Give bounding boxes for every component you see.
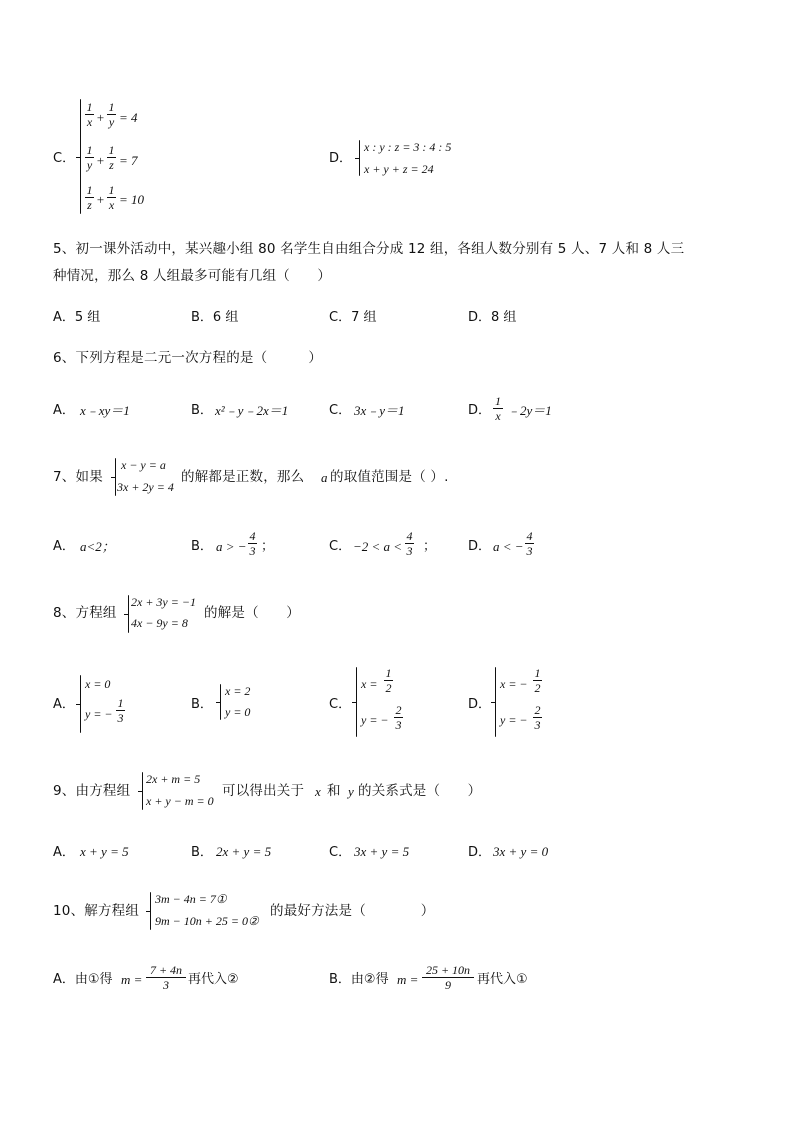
brace [220,684,221,720]
fraction: 4 3 [526,529,533,558]
option-label: C． [329,845,352,860]
option-label: D． [468,697,492,712]
question-text: 10、解方程组 [53,903,140,919]
option-label: D． [468,845,492,860]
option-a: A．5 组 [53,310,101,325]
option-b-tail: ； [261,539,275,554]
option-d-math: a < − [493,539,524,554]
option-label: D． [468,403,492,418]
system-line: x : y : z = 3 : 4 : 5 [364,140,452,154]
option-a-suffix: 再代入② [188,972,239,987]
question-text: 种情况，那么 8 人组最多可能有几组（ ） [53,268,332,284]
question-text: 9、由方程组 [53,783,131,799]
option-b-suffix: 再代入① [477,972,528,987]
fraction: 4 3 [406,529,413,558]
fraction: 1 x [86,100,93,129]
brace [356,667,357,737]
brace [495,667,496,737]
brace [115,458,116,496]
option-label: A． [53,539,75,554]
variable: a [321,470,328,485]
fraction: 1 x [108,183,115,212]
system-line: 9m − 10n + 25 = 0② [155,914,259,928]
option-b-prefix: B．由②得 [329,972,389,987]
option-c: C．7 组 [329,310,377,325]
fraction: 4 3 [249,529,256,558]
brace [80,99,81,214]
option-label: A． [53,403,75,418]
fraction: 2 3 [395,703,402,732]
system-line: x = − [500,677,528,691]
brace [80,675,81,733]
system-line: x = [361,677,378,691]
system-line: 2x + 3y = −1 [131,595,196,609]
fraction: 1 x [495,394,501,423]
option-label: C． [329,539,352,554]
option-c-math: 3x﹣y＝1 [354,403,405,418]
system-line: x = 2 [225,684,251,698]
question-text: 和 [327,783,341,799]
option-d-math: ﹣2y＝1 [507,403,552,418]
option-label: B． [191,697,213,712]
option-label: C． [329,403,352,418]
system-line: y = 0 [225,705,251,719]
question-text: 6、下列方程是二元一次方程的是（ ） [53,350,323,366]
brace [359,140,360,176]
question-text: 8、方程组 [53,605,117,621]
system-line: y = − [85,707,113,721]
brace [128,595,129,633]
option-a-var: m = [121,972,143,987]
question-text: 可以得出关于 [222,783,305,799]
option-a-math: a<2； [80,539,115,554]
fraction: 1 z [108,143,115,172]
option-d: D．8 组 [468,310,517,325]
fraction: 1 z [86,183,93,212]
option-label: D． [329,151,353,166]
fraction: 1 2 [534,666,541,695]
option-label: C． [329,697,352,712]
option-a-prefix: A．由①得 [53,972,113,987]
brace [142,772,143,810]
option-c-math: 3x + y = 5 [354,844,410,859]
option-label: D． [468,539,492,554]
option-c-math: −2 < a < [353,539,403,554]
fraction: 1 2 [385,666,392,695]
system-line: 2x + m = 5 [146,772,201,786]
option-b-math: a > − [216,539,247,554]
question-text: 5、初一课外活动中，某兴趣小组 80 名学生自由组合分成 12 组，各组人数分别有 5 人、7 人和 8 人三 [53,241,685,257]
question-text: 的解都是正数，那么 [181,469,305,485]
option-label: A． [53,845,75,860]
option-a-math: x + y = 5 [80,844,129,859]
system-line: x + y − m = 0 [146,794,214,808]
system-line: x + y + z = 24 [364,162,434,176]
option-label: B． [191,845,213,860]
option-b-var: m = [397,972,419,987]
option-b-math: 2x + y = 5 [216,844,272,859]
question-text: 的关系式是（ ） [358,783,482,799]
option-b-math: x²﹣y﹣2x＝1 [215,403,289,418]
variable: x [315,784,321,799]
equation-rhs: = 7 [119,153,138,168]
fraction: 25 + 10n 9 [422,964,474,991]
system-line: 4x − 9y = 8 [131,616,188,630]
option-b: B．6 组 [191,310,239,325]
question-text: 的取值范围是（ ）. [330,469,449,485]
question-text: 的解是（ ） [204,605,300,621]
system-line: y = − [361,713,389,727]
system-line: 3x + 2y = 4 [117,480,174,494]
fraction: 1 y [86,143,93,172]
option-a-math: x﹣xy＝1 [80,403,130,418]
fraction: 7 + 4n 3 [146,964,186,991]
option-label: A． [53,697,75,712]
option-label: B． [191,403,213,418]
equation-rhs: = 4 [119,110,138,125]
variable: y [348,784,354,799]
option-c-tail: ； [423,539,437,554]
option-d-math: 3x + y = 0 [493,844,549,859]
brace [150,892,151,930]
option-label: C． [53,151,76,166]
system-line: 3m − 4n = 7① [155,892,227,906]
question-text: 的最好方法是（ ） [270,903,435,919]
equation-rhs: = 10 [119,192,145,207]
option-label: B． [191,539,213,554]
fraction: 1 y [108,100,115,129]
fraction: 1 3 [117,696,124,725]
system-line: x = 0 [85,677,111,691]
fraction: 2 3 [534,703,541,732]
system-line: y = − [500,713,528,727]
question-text: 7、如果 [53,469,103,485]
system-line: x − y = a [121,458,166,472]
